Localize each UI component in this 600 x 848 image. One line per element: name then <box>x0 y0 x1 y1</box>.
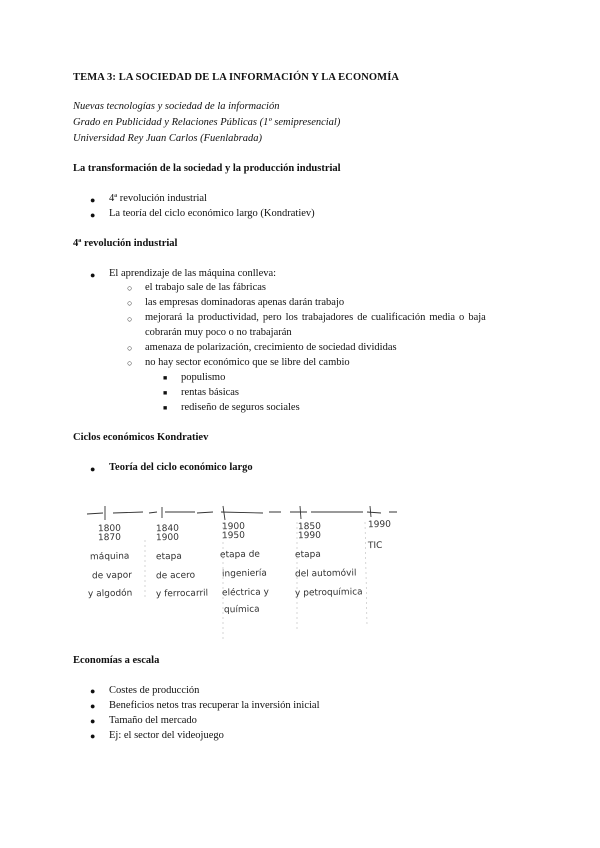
list-item: Teoría del ciclo económico largo <box>109 462 253 473</box>
course-university: Universidad Rey Juan Carlos (Fuenlabrada) <box>73 133 262 144</box>
handwritten-note: y ferrocarril <box>155 588 209 600</box>
list-item: El aprendizaje de las máquina conlleva: <box>109 268 277 279</box>
sub-list-item: no hay sector económico que se libre del cambio <box>145 357 350 368</box>
sub-sub-list-item: rentas básicas <box>181 387 240 398</box>
handwritten-note: química <box>223 604 260 616</box>
bullet: ● <box>90 195 96 205</box>
list-item: 4ª revolución industrial <box>109 193 207 204</box>
handwritten-year: 1800 <box>97 523 121 535</box>
sub-list-item: amenaza de polarización, crecimiento de sociedad divididas <box>145 342 397 353</box>
document-title: TEMA 3: LA SOCIEDAD DE LA INFORMACIÓN Y LA ECONOMÍA <box>73 72 400 83</box>
section-heading-economies: Economías a escala <box>73 655 160 666</box>
handwritten-year: 1990 <box>297 530 321 542</box>
course-subject: Nuevas tecnologías y sociedad de la información <box>73 101 280 112</box>
timeline-ticks <box>105 506 371 520</box>
handwritten-note: de vapor <box>91 570 132 582</box>
handwritten-note: etapa <box>155 551 182 563</box>
handwritten-note: etapa <box>294 549 321 561</box>
course-degree: Grado en Publicidad y Relaciones Públicas (1º semipresencial) <box>73 117 341 128</box>
handwritten-note: de acero <box>155 570 196 582</box>
handwritten-note: eléctrica y <box>221 587 269 599</box>
list-item: Beneficios netos tras recuperar la inversión inicial <box>109 700 320 711</box>
sub-list-item: las empresas dominadoras apenas darán trabajo <box>145 297 345 308</box>
bullet: ○ <box>127 343 133 353</box>
section-heading-transformation: La transformación de la sociedad y la producción industrial <box>73 163 341 174</box>
bullet: ● <box>90 686 96 696</box>
handwritten-note: máquina <box>89 551 130 563</box>
bullet: ● <box>90 464 96 474</box>
bullet: ● <box>90 716 96 726</box>
timeline-line <box>87 512 397 514</box>
handwritten-note: del automóvil <box>294 568 357 580</box>
bullet: ● <box>90 731 96 741</box>
bullet: ■ <box>163 404 168 412</box>
handwritten-note: TIC <box>367 540 383 552</box>
handwritten-year: 1870 <box>97 532 121 544</box>
sub-list-item: el trabajo sale de las fábricas <box>145 282 266 293</box>
handwritten-year: 1900 <box>221 521 245 533</box>
list-item: La teoría del ciclo económico largo (Kondratiev) <box>109 208 315 219</box>
handwritten-note: y petroquímica <box>294 587 363 599</box>
handwritten-year: 1900 <box>155 532 179 544</box>
bullet: ○ <box>127 283 133 293</box>
bullet: ■ <box>163 374 168 382</box>
handwritten-year: 1990 <box>367 519 391 531</box>
list-item: Ej: el sector del videojuego <box>109 730 224 741</box>
handwritten-note: y algodón <box>87 588 133 600</box>
sub-list-item: mejorará la productividad, pero los trabajadores de cualificación media o baja <box>145 312 486 323</box>
bullet: ● <box>90 210 96 220</box>
sub-list-item-continued: cobrarán muy poco o no trabajarán <box>145 327 292 338</box>
bullet: ● <box>90 701 96 711</box>
bullet: ○ <box>127 298 133 308</box>
section-heading-kondratiev: Ciclos económicos Kondratiev <box>73 432 209 443</box>
bullet: ○ <box>127 358 133 368</box>
list-item: Tamaño del mercado <box>109 715 197 726</box>
handwritten-year: 1950 <box>221 530 245 542</box>
bullet: ■ <box>163 389 168 397</box>
handwritten-year: 1850 <box>297 521 321 533</box>
bullet: ○ <box>127 314 133 324</box>
bullet: ● <box>90 270 96 280</box>
section-heading-revolution: 4ª revolución industrial <box>73 238 178 249</box>
sub-sub-list-item: populismo <box>181 372 226 383</box>
sub-sub-list-item: rediseño de seguros sociales <box>181 402 300 413</box>
list-item: Costes de producción <box>109 685 200 696</box>
handwritten-year: 1840 <box>155 523 179 535</box>
handwritten-note: ingeniería <box>221 568 268 580</box>
handwritten-note: etapa de <box>219 549 261 561</box>
